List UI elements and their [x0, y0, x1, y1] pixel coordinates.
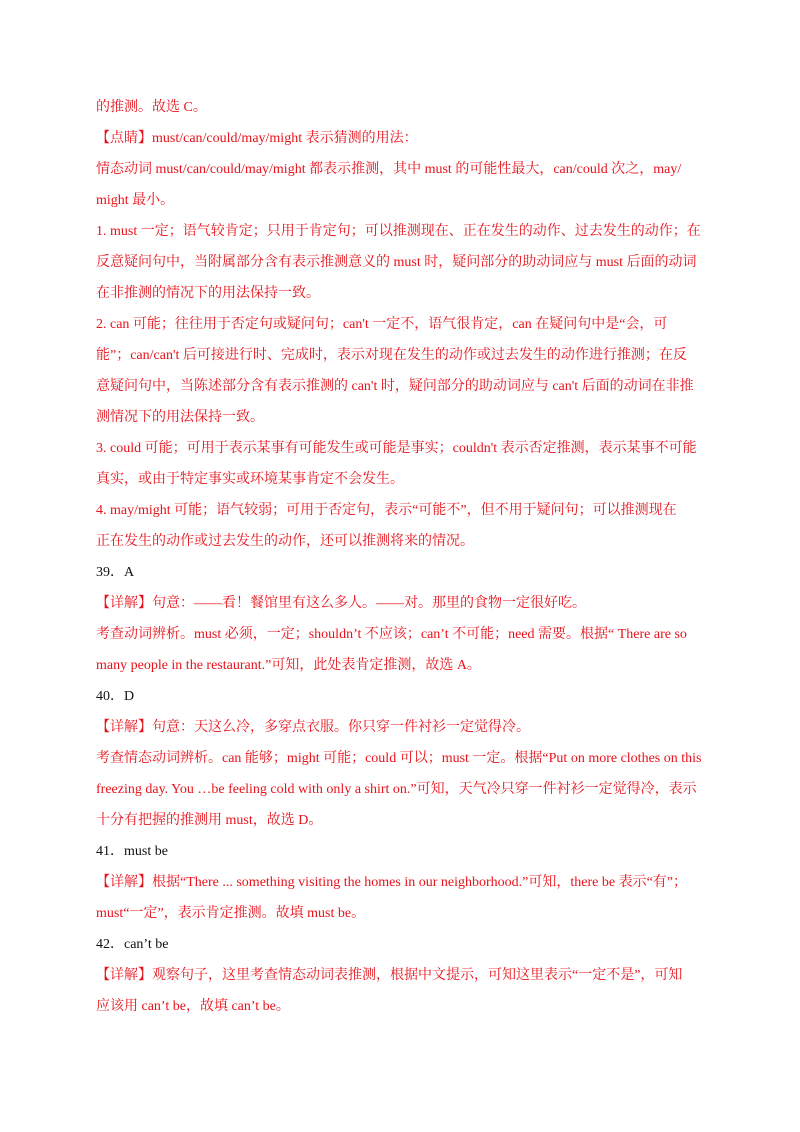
explanation-text-line: 测情况下的用法保持一致。	[96, 410, 264, 425]
explanation-text-line: 十分有把握的推测用 must，故选 D。	[96, 813, 323, 828]
explanation-heading-line: 【详解】观察句子，这里考查情态动词表推测，根据中文提示，可知这里表示“一定不是”，可知	[96, 968, 683, 983]
explanation-heading-line: 【详解】句意：——看！餐馆里有这么多人。——对。那里的食物一定很好吃。	[96, 596, 586, 611]
explanation-text-line: must“一定”，表示肯定推测。故填 must be。	[96, 906, 366, 921]
answer-key-line: 42．can’t be	[96, 937, 169, 952]
explanation-text-line: 意疑问句中，当陈述部分含有表示推测的 can't 时，疑问部分的助动词应与 can't 后面的动词在非推	[96, 379, 694, 394]
explanation-heading-line: 【点睛】must/can/could/may/might 表示猜测的用法：	[96, 131, 418, 146]
answer-key-line: 41．must be	[96, 844, 168, 859]
explanation-text-line: freezing day. You …be feeling cold with only a shirt on.”可知，天气冷只穿一件衬衫一定觉得冷，表示	[96, 782, 697, 797]
answer-key-line: 39．A	[96, 565, 135, 580]
explanation-text-line: 能”；can/can't 后可接进行时、完成时，表示对现在发生的动作或过去发生的动作进行推测；在反	[96, 348, 687, 363]
explanation-text-line: 3. could 可能；可用于表示某事有可能发生或可能是事实；couldn't 表示否定推测，表示某事不可能	[96, 441, 697, 456]
explanation-text-line: 2. can 可能；往往用于否定句或疑问句；can't 一定不，语气很肯定，can 在疑问句中是“会，可	[96, 317, 668, 332]
explanation-text-line: 1. must 一定；语气较肯定；只用于肯定句；可以推测现在、正在发生的动作、过去发生的动作；在	[96, 224, 701, 239]
answer-explanation-body	[96, 92, 708, 1022]
explanation-heading-line: 【详解】句意：天这么冷，多穿点衣服。你只穿一件衬衫一定觉得冷。	[96, 720, 530, 735]
explanation-text-line: 正在发生的动作或过去发生的动作，还可以推测将来的情况。	[96, 534, 474, 549]
explanation-text-line: 考查动词辨析。must 必须，一定；shouldn’t 不应该；can’t 不可能；need 需要。根据“ There are so	[96, 627, 687, 642]
explanation-text-line: 反意疑问句中，当附属部分含有表示推测意义的 must 时，疑问部分的助动词应与 must 后面的动词	[96, 255, 697, 270]
explanation-text-line: might 最小。	[96, 193, 175, 208]
explanation-text-line: 考查情态动词辨析。can 能够；might 可能；could 可以；must 一定。根据“Put on more clothes on this	[96, 751, 702, 766]
explanation-text-line: 4. may/might 可能；语气较弱；可用于否定句，表示“可能不”，但不用于疑问句；可以推测现在	[96, 503, 677, 518]
explanation-heading-line: 【详解】根据“There ... something visiting the homes in our neighborhood.”可知，there be 表示“有”；	[96, 875, 688, 890]
explanation-text-line: 情态动词 must/can/could/may/might 都表示推测，其中 must 的可能性最大，can/could 次之，may/	[96, 162, 682, 177]
explanation-text-line: 真实，或由于特定事实或环境某事肯定不会发生。	[96, 472, 404, 487]
explanation-text-line: 在非推测的情况下的用法保持一致。	[96, 286, 320, 301]
answer-key-line: 40．D	[96, 689, 135, 704]
explanation-text-line: 的推测。故选 C。	[96, 100, 207, 115]
explanation-text-line: 应该用 can’t be，故填 can’t be。	[96, 999, 290, 1014]
explanation-text-line: many people in the restaurant.”可知，此处表肯定推测，故选 A。	[96, 658, 481, 673]
